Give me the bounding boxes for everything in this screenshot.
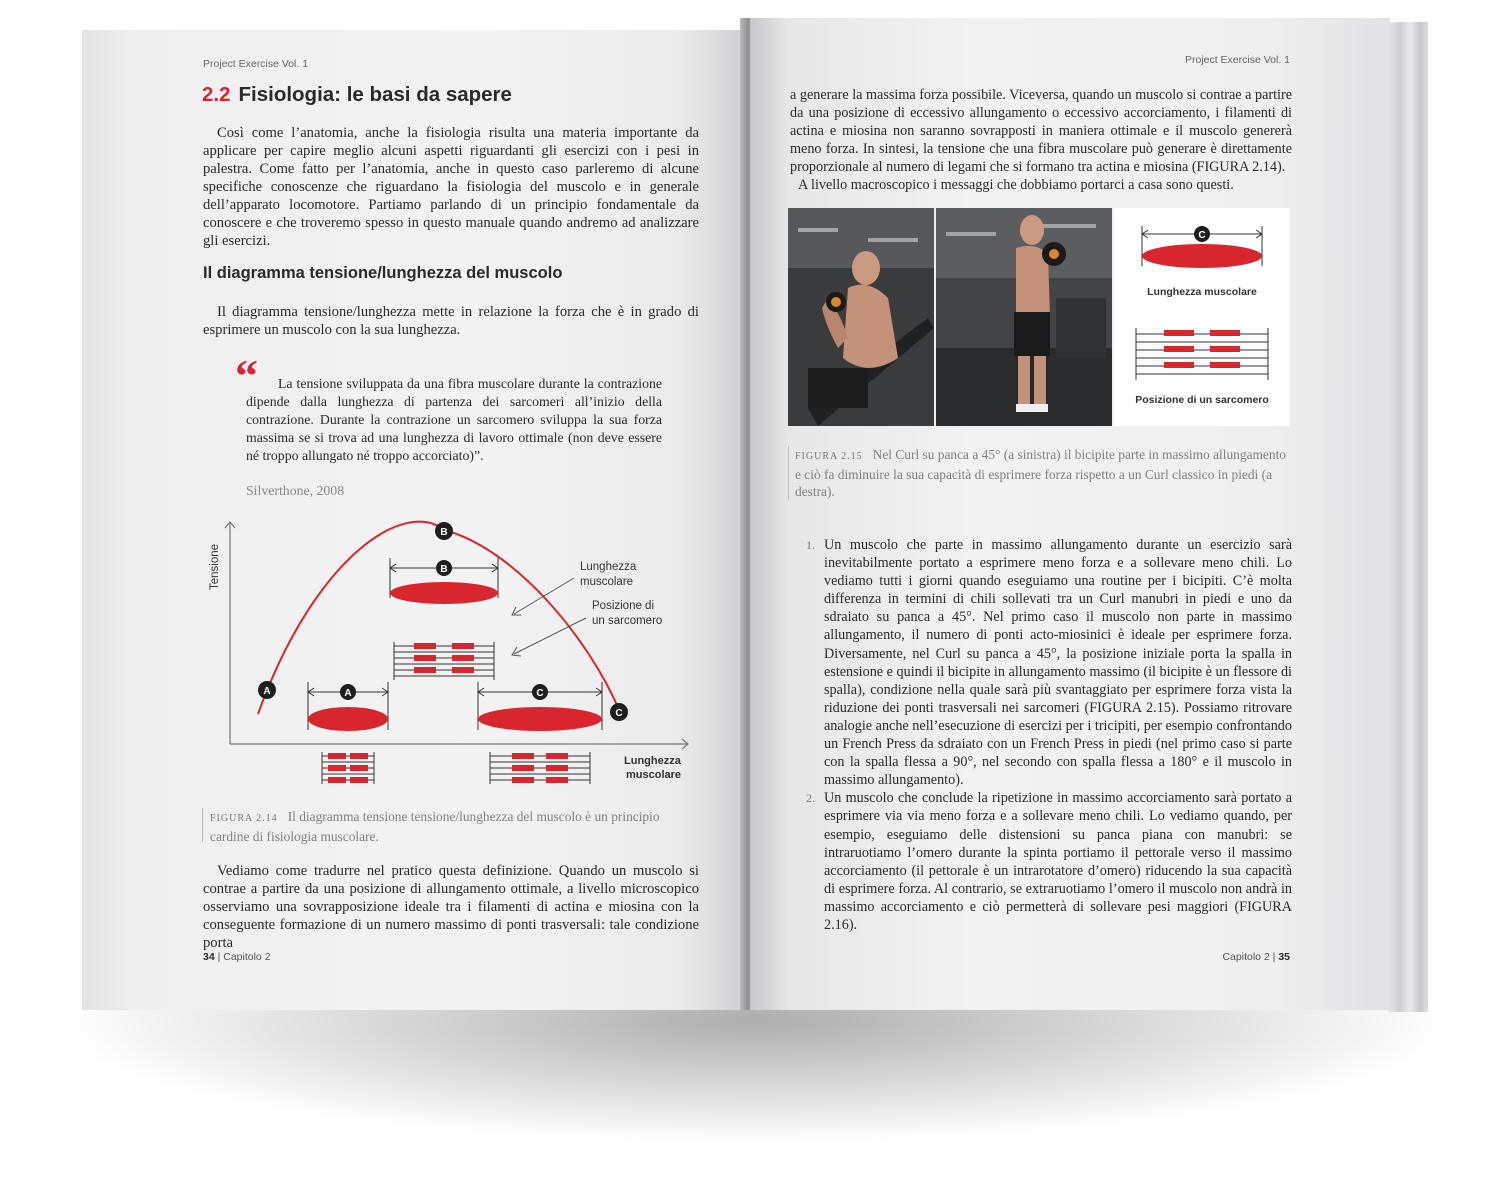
figure-caption-text-2-14: Il diagramma tensione tensione/lunghezza del muscolo è un principio cardine di fisiologia muscolare. (210, 809, 660, 844)
sarcomere-c (490, 752, 590, 784)
caption-bar-right (788, 446, 789, 500)
running-head-right: Project Exercise Vol. 1 (1184, 54, 1290, 66)
folio-chapter-right: Capitolo 2 (1222, 951, 1270, 963)
sub-paragraph: Il diagramma tensione/lunghezza mette in relazione la forza che è in grado di esprimere un muscolo con la sua lunghezza. (203, 304, 699, 338)
intro-paragraph: Così come l’anatomia, anche la fisiologia risulta una materia importante da applicare per capire meglio alcuni aspetti riguardanti gli esercizi con i pesi in palestra. Come fatto per l’anatomia, anche in questo caso parleremo di alcune specifiche conoscenze che riguardano la fisiologia del muscolo e in generale dell’apparato locomotore. Partiamo parlando di un principio fondamentale da conoscere e che troveremo spesso in questo manuale quando andremo ad analizzare gli esercizi. (203, 125, 699, 249)
svg-text:B: B (440, 564, 448, 575)
running-head-left: Project Exercise Vol. 1 (203, 58, 309, 70)
callout-sarcomere-line1: Posizione di (592, 600, 655, 612)
svg-text:A: A (344, 688, 352, 699)
photo-standing-curl (936, 208, 1112, 426)
folio-chapter-left: Capitolo 2 (223, 951, 271, 963)
point-c-badge (610, 703, 628, 721)
quote-mark: “ (235, 350, 258, 401)
right-top-paragraph-2: A livello macroscopico i messaggi che dobbiamo portarci a casa sono questi. (798, 177, 1234, 193)
svg-text:A: A (263, 686, 271, 697)
callout-sarcomere-line2: un sarcomero (592, 615, 663, 627)
list-item-number: 2. (806, 791, 815, 806)
page-number-right: 35 (1278, 951, 1290, 963)
svg-text:C: C (615, 708, 623, 719)
figure-caption-2-15 (795, 446, 1291, 501)
svg-text:B: B (440, 527, 448, 538)
inset-panel (1114, 208, 1290, 426)
x-axis-label-line2: muscolare (626, 769, 682, 781)
svg-text:C: C (536, 688, 544, 699)
list-item-text: Un muscolo che parte in massimo allungamento durante un esercizio sarà inevitabilmente portato a esprimere meno forza e a sollevare meno chili. Lo vediamo tutti i giorni quando eseguiamo una routine per i bicipiti. C’è molta differenza in termini di chili sollevati tra un Curl manubri in piedi e uno da sdraiato su panca a 45°. Nel primo caso il muscolo non parte in massimo allungamento, il numero di ponti acto-miosinici è ideale per esprimere forza. Diversamente, nel Curl su panca a 45°, la posizione iniziale porta la spalla in estensione e quindi il bicipite in allungamento massimo (il bicipite è un flessore di spalla), condizione nella quale sarà più svantaggiato per esprimere forza vista la riduzione dei ponti trasversali nei sarcomeri (FIGURA 2.15). Possiamo ritrovare analogie anche nell’esecuzione di esercizi per i tricipiti, per esempio confrontando un French Press da sdraiato con un French Press in piedi (nel primo caso si parte con la spalla flessa a 90°, nel secondo con spalla flessa a 180° e il muscolo in massimo allungamento). (824, 537, 1292, 789)
list-item-text: Un muscolo che conclude la ripetizione in massimo accorciamento sarà portato a esprimere via via meno forza e a sollevare meno chili. Lo vediamo quando, per esempio, eseguiamo delle distensioni su panca piana con manubri: se intraruotiamo l’omero durante la spinta portiamo il pettorale verso il massimo accorciamento (il pettorale è un intrarotatore d’omero) riducendo la sua capacità di esprimere forza. Al contrario, se extraruotiamo l’omero il muscolo non andrà in massimo accorciamento e ciò permetterà di sollevare pesi maggiori (FIGURA 2.16). (824, 790, 1292, 933)
right-top-paragraph: a generare la massima forza possibile. Viceversa, quando un muscolo si contrae a partire da una posizione di eccessivo allungamento o eccessivo accorciamento, i filamenti di actina e miosina non saranno sovrapposti in maniera ottimale e il muscolo genererà meno forza. In sintesi, la tensione che una fibra muscolare può generare è direttamente proporzionale al numero di legami che si formano tra actina e miosina (FIGURA 2.14). (790, 87, 1292, 175)
figure-caption-2-14 (210, 808, 698, 845)
subheading: Il diagramma tensione/lunghezza del muscolo (203, 264, 563, 282)
callout-length-line2: muscolare (580, 576, 634, 588)
folio-left: 34 | Capitolo 2 (203, 951, 271, 963)
quote-text: La tensione sviluppata da una fibra muscolare durante la contrazione dipende dalla lunghezza di partenza dei sarcomeri all’inizio della contrazione. Durante la contrazione un sarcomero sviluppa la sua forza massima se si trova ad una lunghezza di lavoro ottimale (non deve essere né troppo allungato né troppo accorciato)”. (246, 376, 662, 463)
callout-length-arrow (514, 578, 574, 614)
figure-label-2-14: FIGURA 2.14 (210, 813, 278, 824)
closing-paragraph: Vediamo come tradurre nel pratico questa definizione. Quando un muscolo si contrae a partire da una posizione di allungamento ottimale, a livello microscopico osserviamo una sovrapposizione ideale tra i filamenti di actina e miosina con la conseguente formazione di un numero massimo di ponti trasversali: tale condizione porta (203, 863, 699, 951)
section-title-text: Fisiologia: le basi da sapere (238, 83, 512, 106)
figure-label-2-15: FIGURA 2.15 (795, 451, 863, 462)
inset-label-sarcomere: Posizione di un sarcomero (1135, 394, 1269, 406)
point-b-badge (435, 522, 453, 540)
muscle-c (478, 682, 602, 731)
x-axis-label-line1: Lunghezza (624, 755, 681, 767)
book-shadow (70, 1000, 1440, 1140)
left-page (82, 30, 746, 1010)
sarcomere-b (394, 642, 494, 680)
inset-badge-c: C (1198, 230, 1206, 241)
folio-right: Capitolo 2 | 35 (1222, 951, 1290, 963)
photo-incline-curl (788, 208, 934, 426)
point-a-badge (258, 681, 276, 699)
list-item-number: 1. (806, 538, 815, 552)
muscle-b (390, 558, 498, 604)
right-page (750, 18, 1390, 1010)
quote-attribution: Silverthone, 2008 (246, 483, 345, 498)
caption-bar-left (202, 808, 203, 842)
figure-caption-text-2-15: Nel Curl su panca a 45° (a sinistra) il bicipite parte in massimo allungamento e ciò fa diminuire la sua capacità di esprimere forza rispetto a un Curl classico in piedi (a destra). (795, 447, 1286, 499)
list-item (808, 536, 1292, 789)
callout-length-line1: Lunghezza (580, 561, 637, 573)
page-number-left: 34 (203, 951, 215, 963)
page-edges (1388, 22, 1428, 1012)
tension-length-diagram (194, 518, 694, 788)
inset-label-length: Lunghezza muscolare (1147, 286, 1257, 298)
section-title (202, 83, 512, 107)
section-number: 2.2 (202, 83, 231, 106)
y-axis-label: Tensione (209, 543, 221, 590)
list-item (808, 789, 1292, 934)
numbered-list (808, 536, 1292, 934)
sarcomere-a (322, 752, 374, 784)
tension-curve (258, 522, 620, 714)
muscle-a (308, 682, 388, 731)
